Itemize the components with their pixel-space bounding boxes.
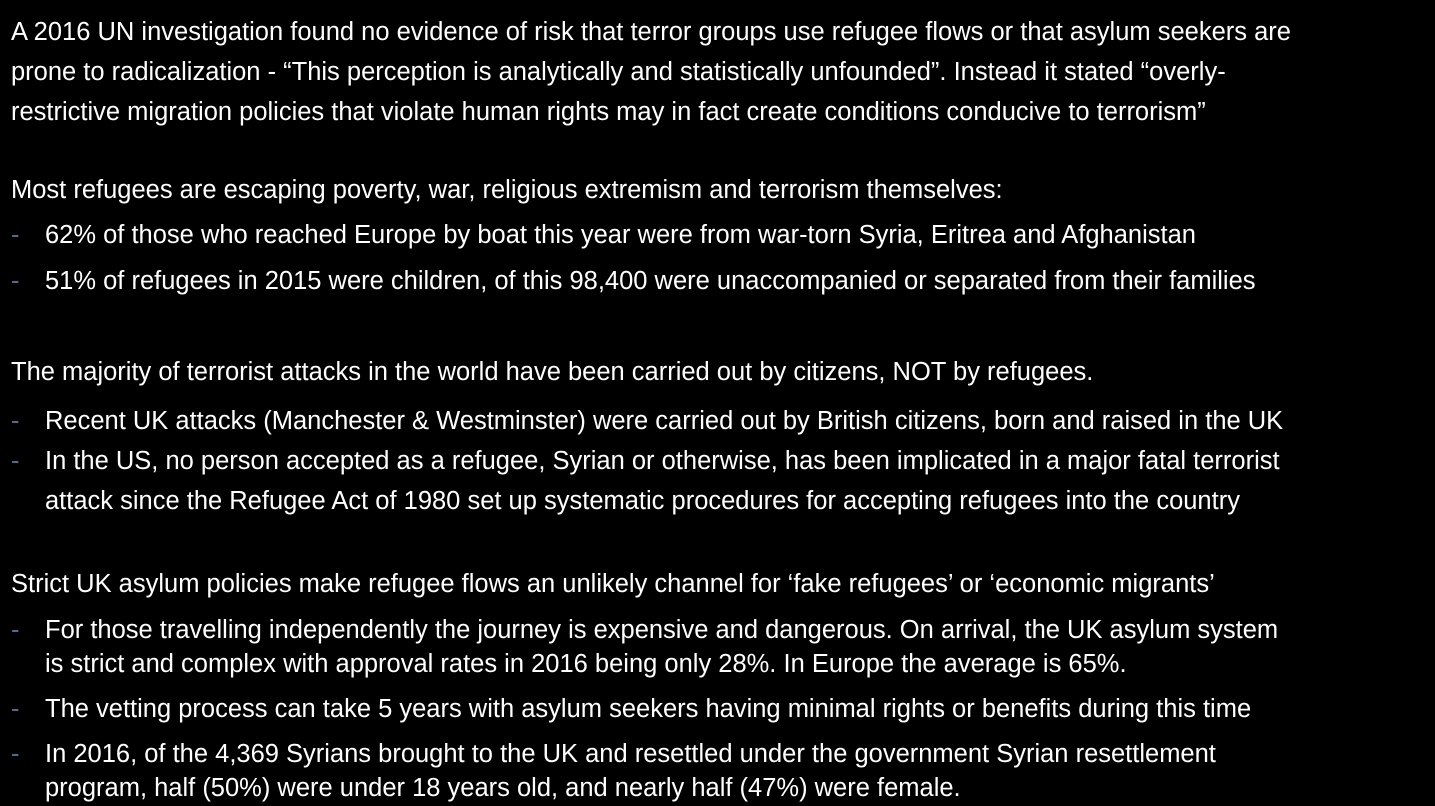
bullet-text <box>45 441 1280 521</box>
section-heading-terrorist-attacks: The majority of terrorist attacks in the world have been carried out by citizens, NOT by refugees. <box>11 358 1094 386</box>
bullet-line: 51% of refugees in 2015 were children, of this 98,400 were unaccompanied or separated from their families <box>45 267 1256 295</box>
bullet-dash: - <box>11 267 20 295</box>
bullet-line: In 2016, of the 4,369 Syrians brought to the UK and resettled under the government Syrian resettlement <box>45 740 1216 768</box>
bullet-dash: - <box>11 740 20 768</box>
bullet-dash: - <box>11 616 20 644</box>
bullet-dash: - <box>11 407 20 435</box>
bullet-dash: - <box>11 695 20 723</box>
bullet-text <box>45 693 1251 725</box>
bullet-line: 62% of those who reached Europe by boat this year were from war-torn Syria, Eritrea and Afghanistan <box>45 221 1196 249</box>
bullet-line: attack since the Refugee Act of 1980 set up systematic procedures for accepting refugees into the country <box>45 487 1240 515</box>
bullet-text <box>45 219 1196 251</box>
bullet-line: In the US, no person accepted as a refugee, Syrian or otherwise, has been implicated in a major fatal terrorist <box>45 447 1280 475</box>
bullet-line: For those travelling independently the journey is expensive and dangerous. On arrival, the UK asylum system <box>45 616 1279 644</box>
intro-paragraph <box>11 12 1426 132</box>
bullet-text <box>45 737 1216 805</box>
bullet-text <box>45 405 1283 437</box>
intro-line: restrictive migration policies that violate human rights may in fact create conditions conducive to terrorism” <box>11 98 1206 126</box>
bullet-line: program, half (50%) were under 18 years old, and nearly half (47%) were female. <box>45 774 961 802</box>
bullet-dash: - <box>11 447 20 475</box>
bullet-text <box>45 265 1256 297</box>
bullet-line: is strict and complex with approval rates in 2016 being only 28%. In Europe the average is 65%. <box>45 650 1127 678</box>
bullet-text <box>45 613 1278 681</box>
section-heading-strict-uk-policies: Strict UK asylum policies make refugee flows an unlikely channel for ‘fake refugees’ or ‘economic migrants’ <box>11 570 1215 598</box>
intro-line: prone to radicalization - “This perception is analytically and statistically unfounded”. Instead it stated “overly- <box>11 58 1226 86</box>
bullet-line: Recent UK attacks (Manchester & Westminster) were carried out by British citizens, born and raised in the UK <box>45 407 1284 435</box>
bullet-dash: - <box>11 221 20 249</box>
intro-line: A 2016 UN investigation found no evidence of risk that terror groups use refugee flows or that asylum seekers are <box>11 18 1291 46</box>
bullet-line: The vetting process can take 5 years with asylum seekers having minimal rights or benefits during this time <box>45 695 1252 723</box>
section-heading-refugees-escaping: Most refugees are escaping poverty, war, religious extremism and terrorism themselves: <box>11 176 1003 204</box>
